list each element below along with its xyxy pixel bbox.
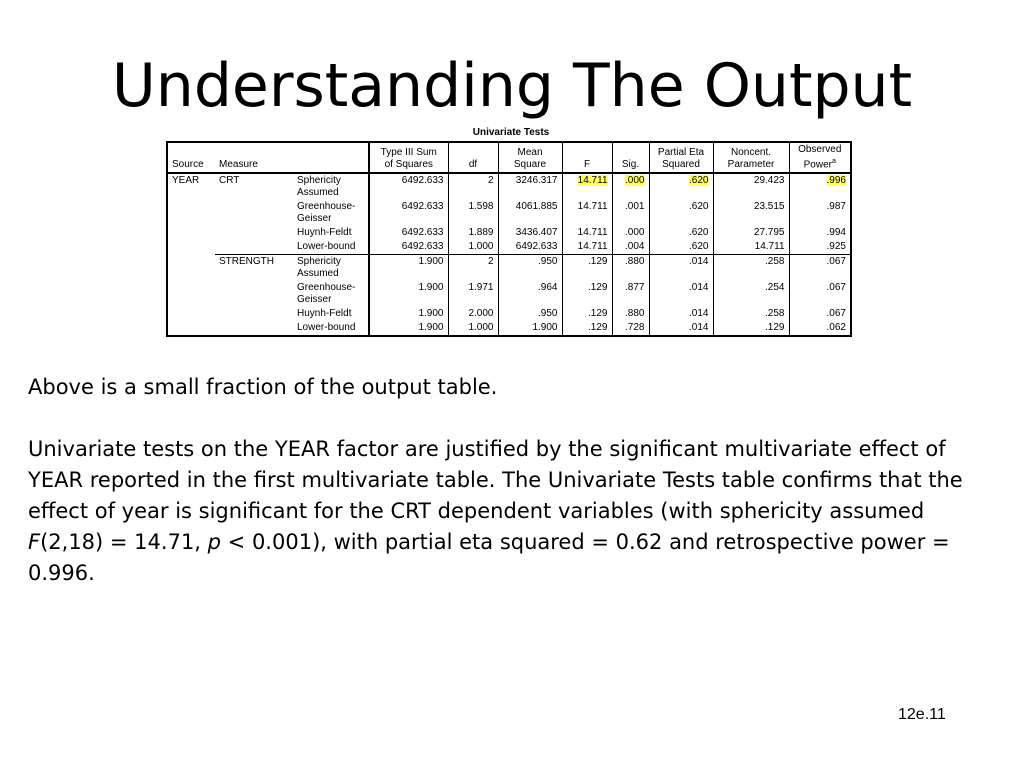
ss-cell: 1.900 <box>369 307 448 321</box>
correction-cell: Lower-bound <box>293 321 369 336</box>
sig-cell: .004 <box>612 240 649 255</box>
highlighted-value: .996 <box>826 175 846 187</box>
sig-cell: .000 <box>612 226 649 240</box>
ss-cell: 1.900 <box>369 255 448 282</box>
power-cell: .067 <box>826 308 846 320</box>
header-ss: Type III Sum of Squares <box>369 142 448 173</box>
ms-cell: .964 <box>498 281 562 307</box>
df-cell: 2.000 <box>448 307 498 321</box>
sig-cell: .877 <box>612 281 649 307</box>
noncent-cell: .129 <box>713 321 789 336</box>
header-noncent: Noncent. Parameter <box>713 142 789 173</box>
ms-cell: 6492.633 <box>498 240 562 255</box>
ms-cell: .950 <box>498 255 562 282</box>
intro-paragraph: Above is a small fraction of the output table. <box>28 375 498 399</box>
ss-cell: 1.900 <box>369 281 448 307</box>
eta-cell: .620 <box>649 240 713 255</box>
sig-cell: .728 <box>612 321 649 336</box>
f-cell: 14.711 <box>562 240 612 255</box>
correction-cell: Sphericity Assumed <box>293 255 369 282</box>
noncent-cell: .258 <box>713 255 789 282</box>
power-cell <box>789 173 851 200</box>
eta-cell <box>649 173 713 200</box>
eta-cell: .014 <box>649 321 713 336</box>
header-f: F <box>562 142 612 173</box>
slide-number: 12e.11 <box>898 706 946 723</box>
highlighted-value: .620 <box>689 175 709 187</box>
noncent-cell: 29.423 <box>713 173 789 200</box>
header-ms: Mean Square <box>498 142 562 173</box>
ss-cell: 6492.633 <box>369 200 448 226</box>
f-cell <box>562 173 612 200</box>
power-cell: .987 <box>826 201 846 213</box>
highlighted-value: .000 <box>625 175 645 187</box>
f-cell: .129 <box>562 307 612 321</box>
power-cell: .062 <box>826 322 846 334</box>
noncent-cell: 23.515 <box>713 200 789 226</box>
ss-cell: 1.900 <box>369 321 448 336</box>
df-cell: 1.000 <box>448 240 498 255</box>
noncent-cell: 14.711 <box>713 240 789 255</box>
header-measure: Measure <box>215 142 369 173</box>
ms-cell: 3436.407 <box>498 226 562 240</box>
ss-cell: 6492.633 <box>369 226 448 240</box>
f-cell: 14.711 <box>562 200 612 226</box>
eta-cell: .014 <box>649 281 713 307</box>
source-cell: YEAR <box>172 175 200 187</box>
sig-cell: .880 <box>612 255 649 282</box>
df-cell: 2 <box>448 173 498 200</box>
f-cell: 14.711 <box>562 226 612 240</box>
header-row <box>167 142 851 173</box>
sig-cell: .880 <box>612 307 649 321</box>
eta-cell: .620 <box>649 226 713 240</box>
sig-cell: .001 <box>612 200 649 226</box>
ms-cell: 1.900 <box>498 321 562 336</box>
ss-cell: 6492.633 <box>369 240 448 255</box>
ms-cell: 4061.885 <box>498 200 562 226</box>
header-sig: Sig. <box>612 142 649 173</box>
noncent-cell: .258 <box>713 307 789 321</box>
table-body <box>167 173 851 336</box>
power-cell: .067 <box>789 255 851 282</box>
noncent-cell: .254 <box>713 281 789 307</box>
f-cell: .129 <box>562 281 612 307</box>
ss-cell: 6492.633 <box>369 173 448 200</box>
noncent-cell: 27.795 <box>713 226 789 240</box>
table-row <box>167 255 851 282</box>
header-power: Observed Power$^a$ <box>789 142 851 173</box>
measure-cell: STRENGTH <box>215 255 293 337</box>
slide-title: Understanding The Output <box>111 51 913 121</box>
sig-cell <box>612 173 649 200</box>
df-cell: 2 <box>448 255 498 282</box>
explanation-paragraph: Univariate tests on the YEAR factor are justified by the significant multivariate effect of YEAR reported in the first multivariate table. The Univariate Tests table confirms that the effect of year is significant for the CRT dependent variables (with sphericity assumed F(2,18) = 14.71, p < 0.001), with partial eta squared = 0.62 and retrospective power = 0.996. <box>28 437 963 585</box>
header-df: df <box>448 142 498 173</box>
correction-cell: Huynh-Feldt <box>293 307 369 321</box>
ms-cell: 3246.317 <box>498 173 562 200</box>
power-cell: .994 <box>826 227 846 239</box>
highlighted-value: 14.711 <box>577 175 608 187</box>
measure-cell: CRT <box>219 175 240 187</box>
eta-cell: .620 <box>649 200 713 226</box>
table-caption: Univariate Tests <box>472 127 550 138</box>
correction-cell: Sphericity Assumed <box>293 173 369 200</box>
df-cell: 1.598 <box>448 200 498 226</box>
table-row <box>167 173 851 200</box>
f-cell: .129 <box>562 255 612 282</box>
eta-cell: .014 <box>649 307 713 321</box>
power-cell: .067 <box>826 282 846 294</box>
ms-cell: .950 <box>498 307 562 321</box>
header-source: Source <box>167 142 215 173</box>
univariate-tests-table <box>166 141 852 337</box>
f-cell: .129 <box>562 321 612 336</box>
df-cell: 1.000 <box>448 321 498 336</box>
header-eta: Partial Eta Squared <box>649 142 713 173</box>
power-cell: .925 <box>826 241 846 253</box>
df-cell: 1.889 <box>448 226 498 240</box>
df-cell: 1.971 <box>448 281 498 307</box>
correction-cell: Greenhouse-Geisser <box>293 281 369 307</box>
correction-cell: Huynh-Feldt <box>293 226 369 240</box>
correction-cell: Greenhouse-Geisser <box>293 200 369 226</box>
eta-cell: .014 <box>649 255 713 282</box>
correction-cell: Lower-bound <box>293 240 369 255</box>
